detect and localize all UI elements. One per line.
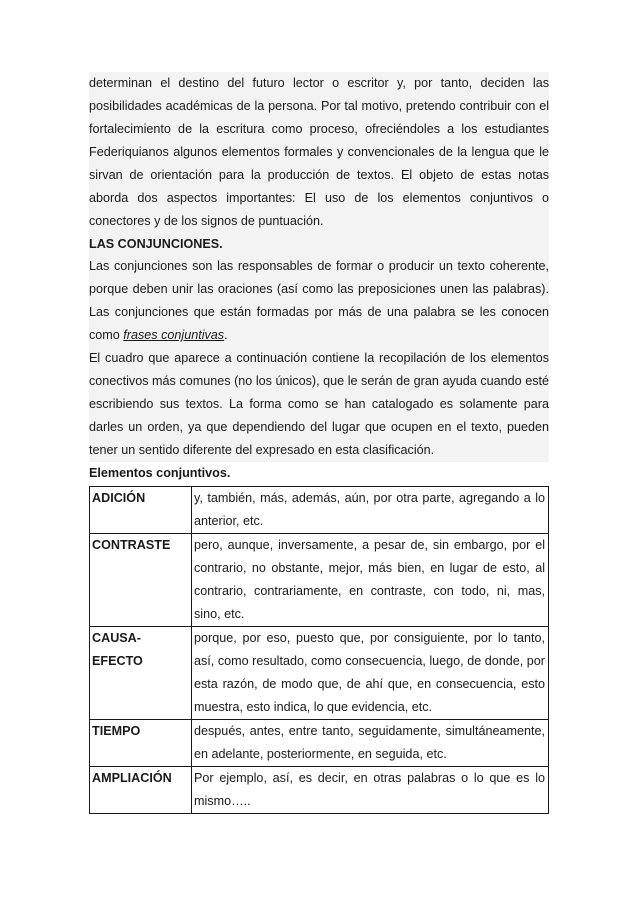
table-heading: Elementos conjuntivos.	[89, 466, 231, 480]
conjunciones-paragraph	[89, 255, 549, 347]
items-cell: después, antes, entre tanto, seguidamente, simultáneamente, en adelante, posteriormente, en seguida, etc.	[192, 720, 549, 767]
category-cell: TIEMPO	[90, 720, 192, 767]
table-row	[90, 767, 549, 814]
conjunciones-text: Las conjunciones son las responsables de formar o producir un texto coherente, porque deben unir las oraciones (así como las preposiciones unen las palabras). Las conjunciones que están formadas por más de una palabra se les conocen como	[89, 259, 549, 342]
category-cell: CAUSA-EFECTO	[90, 627, 192, 720]
cuadro-paragraph: El cuadro que aparece a continuación contiene la recopilación de los elementos conectivos más comunes (no los únicos), que le serán de gran ayuda cuando esté escribiendo sus textos. La forma como se han catalogado es solamente para darles un orden, ya que dependiendo del lugar que ocupen en el texto, pueden tener un sentido diferente del expresado en esta clasificación.	[89, 347, 549, 462]
table-row	[90, 534, 549, 627]
table-row	[90, 627, 549, 720]
conjunctive-elements-table	[89, 486, 549, 814]
conjunciones-text-end: .	[224, 328, 228, 342]
section-heading-conjunciones: LAS CONJUNCIONES.	[89, 233, 549, 255]
category-cell: AMPLIACIÓN	[90, 767, 192, 814]
items-cell: porque, por eso, puesto que, por consiguiente, por lo tanto, así, como resultado, como consecuencia, luego, de donde, por esta razón, de modo que, de ahí que, en consecuencia, esto muestra, esto indica, lo que evidencia, etc.	[192, 627, 549, 720]
intro-paragraph: determinan el destino del futuro lector o escritor y, por tanto, deciden las posibilidades académicas de la persona. Por tal motivo, pretendo contribuir con el fortalecimiento de la escritura como proceso, ofreciéndoles a los estudiantes Federiquianos algunos elementos formales y convencionales de la lengua que le sirvan de orientación para la producción de textos. El objeto de estas notas aborda dos aspectos importantes: El uso de los elementos conjuntivos o conectores y de los signos de puntuación.	[89, 72, 549, 233]
items-cell: Por ejemplo, así, es decir, en otras palabras o lo que es lo mismo…..	[192, 767, 549, 814]
table-row	[90, 720, 549, 767]
category-cell: CONTRASTE	[90, 534, 192, 627]
document-page	[89, 72, 549, 814]
items-cell: pero, aunque, inversamente, a pesar de, sin embargo, por el contrario, no obstante, mejor, más bien, en lugar de esto, al contrario, contrariamente, en contraste, con todo, ni, mas, sino, etc.	[192, 534, 549, 627]
category-cell: ADICIÓN	[90, 487, 192, 534]
items-cell: y, también, más, además, aún, por otra parte, agregando a lo anterior, etc.	[192, 487, 549, 534]
table-row	[90, 487, 549, 534]
frases-conjuntivas-term: frases conjuntivas	[123, 328, 225, 342]
